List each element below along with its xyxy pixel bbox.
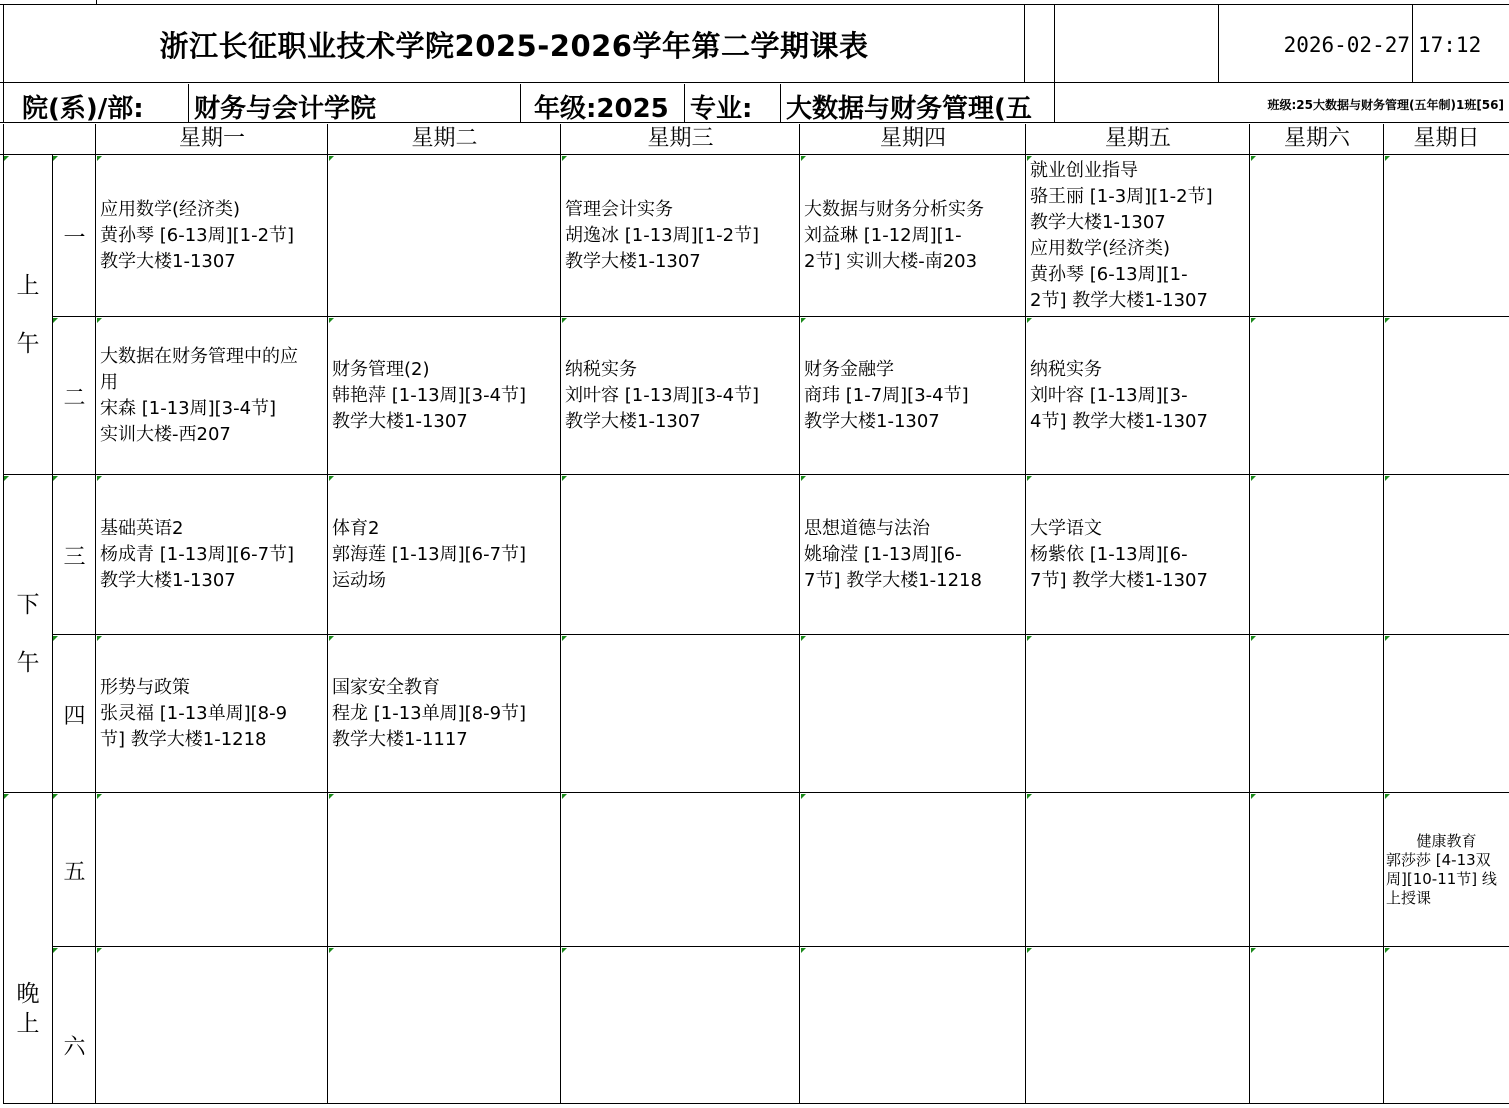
cell-corner-marker [1251, 318, 1256, 323]
left-border [3, 4, 4, 122]
page-title [4, 6, 1024, 82]
cell-corner-marker [1385, 318, 1390, 323]
cell-corner-marker [1027, 476, 1032, 481]
section-label: 下 午 [16, 592, 40, 676]
empty-cell [561, 947, 800, 1104]
course-line: 黄孙琴 [6-13周][1-2节] [100, 225, 295, 246]
cell-corner-marker [562, 794, 567, 799]
title-divider [1024, 4, 1025, 82]
course-line: 管理会计实务 [565, 199, 673, 220]
day-header: 星期一 [178, 126, 245, 151]
cell-corner-marker [1251, 156, 1256, 161]
course-line: 2节] 教学大楼1-1307 [1030, 290, 1208, 311]
cell-corner-marker [1027, 318, 1032, 323]
cell-corner-marker [801, 476, 806, 481]
empty-cell [96, 793, 328, 947]
course-cell [561, 155, 800, 317]
empty-cell [800, 635, 1026, 793]
course-line: 思想道德与法治 [804, 518, 930, 539]
department-label: 院(系)/部: [22, 94, 144, 122]
cell-corner-marker [53, 476, 58, 481]
empty-cell [328, 155, 561, 317]
cell-corner-marker [1027, 794, 1032, 799]
course-line: 应用数学(经济类) [100, 199, 241, 220]
course-cell [328, 635, 561, 793]
course-cell [96, 475, 328, 635]
section-label: 上 午 [16, 273, 40, 357]
course-line: 教学大楼1-1307 [565, 251, 701, 272]
course-line: 纳税实务 [1030, 359, 1102, 380]
class-info: 班级:25大数据与财务管理(五年制)1班[56] [1267, 98, 1504, 112]
cell-corner-marker [53, 156, 58, 161]
title-divider [1412, 4, 1413, 82]
course-cell [328, 475, 561, 635]
major-label: 专业: [690, 94, 753, 122]
course-line: 大数据在财务管理中的应 [100, 346, 298, 367]
period-label: 一 [63, 225, 86, 251]
info-bottom-border [0, 122, 1509, 123]
course-line: 国家安全教育 [332, 677, 440, 698]
course-line: 骆王丽 [1-3周][1-2节] [1030, 186, 1213, 207]
cell-corner-marker [53, 636, 58, 641]
course-line: 上授课 [1386, 889, 1432, 907]
empty-cell [1250, 947, 1384, 1104]
course-line: 运动场 [332, 570, 386, 591]
course-line: 张灵福 [1-13单周][8-9 [100, 703, 288, 724]
course-cell [1026, 317, 1250, 475]
course-line: 7节] 教学大楼1-1307 [1030, 570, 1208, 591]
empty-cell [800, 793, 1026, 947]
cell-corner-marker [329, 156, 334, 161]
course-line: 姚瑜滢 [1-13周][6- [804, 544, 962, 565]
cell-corner-marker [1027, 636, 1032, 641]
cell-corner-marker [801, 794, 806, 799]
course-line: 就业创业指导 [1030, 160, 1138, 181]
course-line: 2节] 实训大楼-南203 [804, 251, 978, 272]
cell-corner-marker [801, 636, 806, 641]
info-divider [520, 84, 521, 122]
empty-cell [800, 947, 1026, 1104]
cell-corner-marker [1385, 948, 1390, 953]
cell-corner-marker [1385, 156, 1390, 161]
title-text: 浙江长征职业技术学院2025-2026学年第二学期课表 [159, 28, 869, 63]
cell-corner-marker [329, 318, 334, 323]
cell-corner-marker [329, 636, 334, 641]
print-date: 2026-02-27 [1283, 33, 1410, 57]
cell-corner-marker [329, 794, 334, 799]
cell-corner-marker [97, 948, 102, 953]
day-header: 星期二 [411, 126, 478, 151]
cell-corner-marker [97, 794, 102, 799]
empty-cell [1250, 475, 1384, 635]
cell-corner-marker [53, 318, 58, 323]
course-line: 教学大楼1-1307 [332, 411, 468, 432]
course-line: 财务金融学 [804, 359, 894, 380]
course-line: 7节] 教学大楼1-1218 [804, 570, 982, 591]
course-line: 商玮 [1-7周][3-4节] [804, 385, 969, 406]
course-line: 杨紫依 [1-13周][6- [1030, 544, 1188, 565]
course-cell [561, 317, 800, 475]
cell-corner-marker [1251, 794, 1256, 799]
course-line: 实训大楼-西207 [100, 424, 231, 445]
cell-corner-marker [1251, 636, 1256, 641]
course-line: 黄孙琴 [6-13周][1- [1030, 264, 1188, 285]
course-line: 教学大楼1-1117 [332, 729, 468, 750]
course-line: 周][10-11节] 线 [1386, 870, 1497, 888]
course-line: 大学语文 [1030, 518, 1102, 539]
course-line: 应用数学(经济类) [1030, 238, 1171, 259]
empty-cell [1384, 317, 1509, 475]
cell-corner-marker [562, 318, 567, 323]
title-divider [96, 0, 97, 4]
cell-corner-marker [97, 636, 102, 641]
cell-corner-marker [97, 476, 102, 481]
empty-cell [1026, 635, 1250, 793]
cell-corner-marker [1385, 794, 1390, 799]
empty-cell [561, 635, 800, 793]
course-line: 杨成青 [1-13周][6-7节] [100, 544, 295, 565]
empty-cell [1250, 317, 1384, 475]
cell-corner-marker [53, 794, 58, 799]
empty-cell [1250, 793, 1384, 947]
grade-label: 年级:2025 [534, 94, 669, 122]
course-line: 教学大楼1-1307 [100, 570, 236, 591]
course-line: 刘益琳 [1-12周][1- [804, 225, 962, 246]
course-cell [1026, 155, 1250, 317]
course-cell [800, 475, 1026, 635]
course-line: 教学大楼1-1307 [565, 411, 701, 432]
course-line: 大数据与财务分析实务 [804, 199, 984, 220]
period-label: 四 [63, 703, 86, 729]
day-header: 星期三 [647, 126, 714, 151]
empty-cell [96, 947, 328, 1104]
title-divider [1218, 4, 1219, 82]
cell-corner-marker [53, 948, 58, 953]
empty-cell [561, 793, 800, 947]
course-cell [1026, 475, 1250, 635]
cell-corner-marker [801, 948, 806, 953]
info-divider [780, 84, 781, 122]
cell-corner-marker [1385, 476, 1390, 481]
cell-corner-marker [97, 156, 102, 161]
course-line: 刘叶容 [1-13周][3-4节] [565, 385, 760, 406]
course-line: 胡逸冰 [1-13周][1-2节] [565, 225, 760, 246]
print-time: 17:12 [1418, 33, 1482, 57]
course-cell [1384, 793, 1509, 947]
course-line: 纳税实务 [565, 359, 637, 380]
title-divider [1054, 4, 1055, 122]
course-line: 教学大楼1-1307 [100, 251, 236, 272]
section-label: 晚 上 [16, 980, 40, 1037]
course-line: 健康教育 [1416, 832, 1477, 850]
course-line: 节] 教学大楼1-1218 [100, 729, 267, 750]
course-line: 形势与政策 [100, 677, 190, 698]
period-label: 三 [63, 544, 86, 570]
course-line: 财务管理(2) [332, 359, 430, 380]
empty-cell [1384, 475, 1509, 635]
cell-corner-marker [801, 318, 806, 323]
cell-corner-marker [562, 156, 567, 161]
cell-corner-marker [4, 794, 9, 799]
day-header: 星期六 [1283, 126, 1350, 151]
course-line: 宋森 [1-13周][3-4节] [100, 398, 277, 419]
cell-corner-marker [329, 476, 334, 481]
period-label: 二 [63, 385, 86, 411]
cell-corner-marker [562, 636, 567, 641]
course-line: 韩艳萍 [1-13周][3-4节] [332, 385, 527, 406]
cell-corner-marker [1251, 476, 1256, 481]
course-cell [96, 155, 328, 317]
cell-corner-marker [1251, 948, 1256, 953]
course-line: 程龙 [1-13单周][8-9节] [332, 703, 527, 724]
empty-cell [328, 793, 561, 947]
cell-corner-marker [4, 476, 9, 481]
course-line: 基础英语2 [100, 518, 184, 539]
department-value: 财务与会计学院 [194, 94, 377, 122]
course-line: 郭莎莎 [4-13双 [1386, 851, 1491, 869]
cell-corner-marker [1027, 156, 1032, 161]
course-line: 体育2 [332, 518, 380, 539]
day-header: 星期五 [1104, 126, 1171, 151]
course-line: 4节] 教学大楼1-1307 [1030, 411, 1208, 432]
cell-corner-marker [1027, 948, 1032, 953]
title-bottom-border [0, 82, 1509, 83]
major-value: 大数据与财务管理(五 [786, 94, 1032, 122]
course-line: 刘叶容 [1-13周][3- [1030, 385, 1188, 406]
empty-cell [561, 475, 800, 635]
empty-cell [1026, 947, 1250, 1104]
cell-corner-marker [562, 476, 567, 481]
empty-cell [328, 947, 561, 1104]
course-line: 教学大楼1-1307 [1030, 212, 1166, 233]
empty-cell [1384, 155, 1509, 317]
info-divider [188, 84, 189, 122]
course-cell [328, 317, 561, 475]
period-label: 六 [63, 1035, 86, 1060]
course-line: 用 [100, 372, 118, 393]
period-label: 五 [63, 859, 86, 885]
empty-cell [1250, 155, 1384, 317]
day-header: 星期日 [1413, 126, 1480, 151]
cell-corner-marker [97, 318, 102, 323]
course-cell [96, 635, 328, 793]
course-line: 教学大楼1-1307 [804, 411, 940, 432]
empty-cell [1384, 947, 1509, 1104]
course-cell [800, 155, 1026, 317]
cell-corner-marker [562, 948, 567, 953]
info-divider [684, 84, 685, 122]
cell-corner-marker [801, 156, 806, 161]
day-header: 星期四 [879, 126, 946, 151]
course-line: 郭海莲 [1-13周][6-7节] [332, 544, 527, 565]
course-cell [800, 317, 1026, 475]
cell-corner-marker [4, 156, 9, 161]
empty-cell [1384, 635, 1509, 793]
course-cell [96, 317, 328, 475]
empty-cell [1250, 635, 1384, 793]
empty-cell [1026, 793, 1250, 947]
cell-corner-marker [329, 948, 334, 953]
cell-corner-marker [1385, 636, 1390, 641]
top-border [0, 4, 1509, 5]
